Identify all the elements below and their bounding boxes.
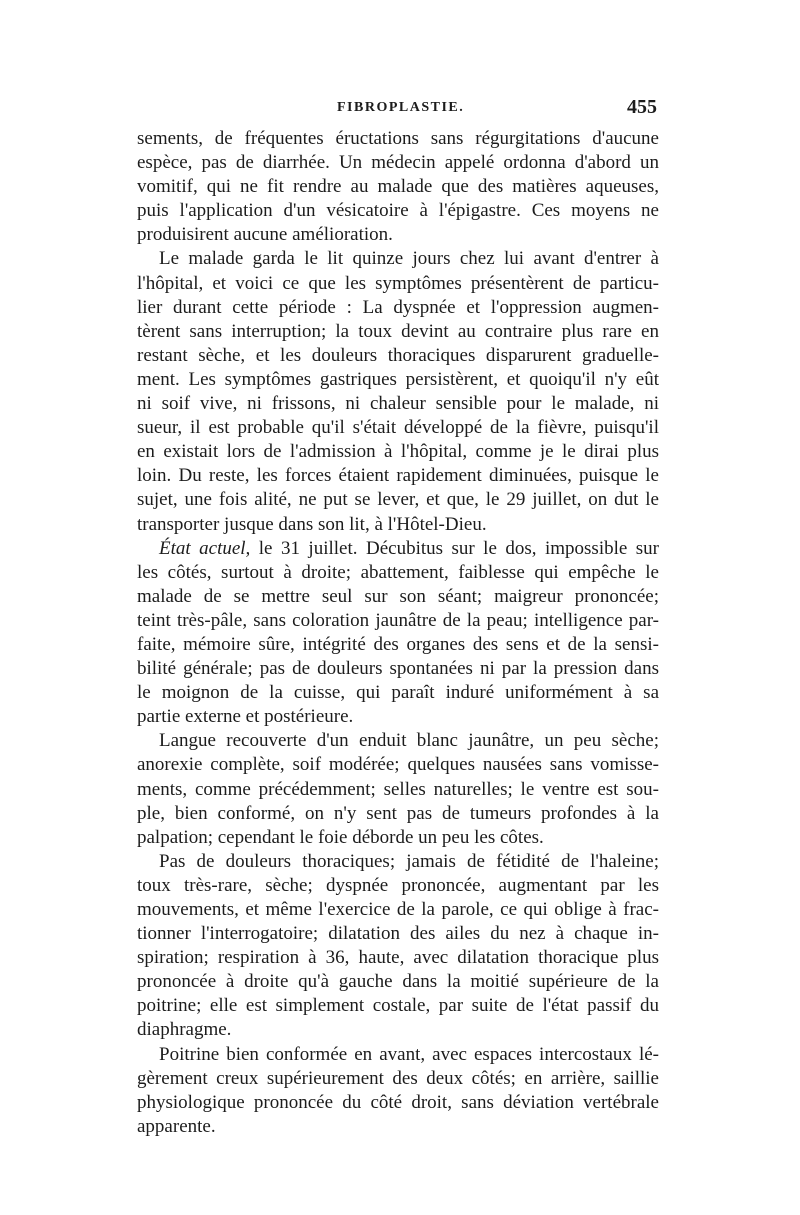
text-line: ple, bien conformé, on n'y sent pas de tumeurs profondes à la <box>137 802 659 824</box>
text-line: prononcée à droite qu'à gauche dans la moitié supérieure de la <box>137 971 659 993</box>
text-line: tionner l'interrogatoire; dilatation des ailes du nez à chaque in- <box>137 923 659 945</box>
text-line-etat-actuel <box>137 537 659 561</box>
text-line: ments, comme précédemment; selles naturelles; le ventre est sou- <box>137 778 659 800</box>
text-line-rest: le 31 juillet. Décubitus sur le dos, impossible sur <box>258 537 659 559</box>
text-line: physiologique prononcée du côté droit, sans déviation vertébrale <box>137 1091 659 1113</box>
text-line: ment. Les symptômes gastriques persistèrent, et quoiqu'il n'y eût <box>137 368 659 390</box>
text-line: en existait lors de l'admission à l'hôpital, comme je le dirai plus <box>137 441 659 463</box>
text-line: ni soif vive, ni frissons, ni chaleur sensible pour le malade, ni <box>137 393 659 415</box>
text-line: malade de se mettre seul sur son séant; maigreur prononcée; <box>137 585 659 607</box>
italic-lead: État actuel, <box>159 537 251 559</box>
text-line: sements, de fréquentes éructations sans régurgitations d'aucune <box>137 128 659 149</box>
page-number: 455 <box>627 96 657 118</box>
page-header <box>137 96 657 124</box>
text-line: sueur, il est probable qu'il s'était développé de la fièvre, puisqu'il <box>137 417 659 439</box>
text-line: espèce, pas de diarrhée. Un médecin appelé ordonna d'abord un <box>137 152 659 174</box>
text-line: faite, mémoire sûre, intégrité des organes des sens et de la sensi- <box>137 633 659 655</box>
text-line: Langue recouverte d'un enduit blanc jaunâtre, un peu sèche; <box>159 730 659 752</box>
text-line: transporter jusque dans son lit, à l'Hôtel-Dieu. <box>137 513 487 535</box>
body-text <box>137 127 659 1139</box>
text-line: vomitif, qui ne fit rendre au malade que des matières aqueuses, <box>137 176 659 198</box>
text-line: toux très-rare, sèche; dyspnée prononcée, augmentant par les <box>137 874 659 896</box>
text-line: apparente. <box>137 1115 216 1137</box>
text-line: restant sèche, et les douleurs thoraciques disparurent graduelle- <box>137 344 659 366</box>
text-line: le moignon de la cuisse, qui paraît induré uniformément à sa <box>137 682 659 704</box>
text-line: sujet, une fois alité, ne put se lever, et que, le 29 juillet, on dut le <box>137 489 659 511</box>
text-line: Le malade garda le lit quinze jours chez lui avant d'entrer à <box>159 248 659 270</box>
text-line: lier durant cette période : La dyspnée et l'oppression augmen- <box>137 296 659 318</box>
text-line: les côtés, surtout à droite; abattement, faiblesse qui empêche le <box>137 561 659 583</box>
text-line: diaphragme. <box>137 1019 232 1041</box>
text-line: produisirent aucune amélioration. <box>137 224 393 246</box>
text-line: mouvements, et même l'exercice de la parole, ce qui oblige à frac- <box>137 899 659 920</box>
text-line: poitrine; elle est simplement costale, par suite de l'état passif du <box>137 995 659 1017</box>
text-line: anorexie complète, soif modérée; quelques nausées sans vomisse- <box>137 754 659 776</box>
text-line: puis l'application d'un vésicatoire à l'épigastre. Ces moyens ne <box>137 200 659 222</box>
text-line: palpation; cependant le foie déborde un peu les côtes. <box>137 826 544 848</box>
text-line: partie externe et postérieure. <box>137 706 354 728</box>
text-line: Poitrine bien conformée en avant, avec espaces intercostaux lé- <box>159 1043 659 1065</box>
text-line: l'hôpital, et voici ce que les symptômes présentèrent de particu- <box>137 272 659 294</box>
text-line: gèrement creux supérieurement des deux côtés; en arrière, saillie <box>137 1067 659 1089</box>
text-line: spiration; respiration à 36, haute, avec dilatation thoracique plus <box>137 947 659 969</box>
text-line: loin. Du reste, les forces étaient rapidement diminuées, puisque le <box>137 465 659 487</box>
text-line: Pas de douleurs thoraciques; jamais de fétidité de l'haleine; <box>159 850 659 872</box>
text-line: tèrent sans interruption; la toux devint au contraire plus rare en <box>137 320 659 342</box>
running-title: FIBROPLASTIE. <box>337 100 465 115</box>
text-line: bilité générale; pas de douleurs spontanées ni par la pression dans <box>137 658 659 680</box>
text-line: teint très-pâle, sans coloration jaunâtre de la peau; intelligence par- <box>137 609 659 631</box>
